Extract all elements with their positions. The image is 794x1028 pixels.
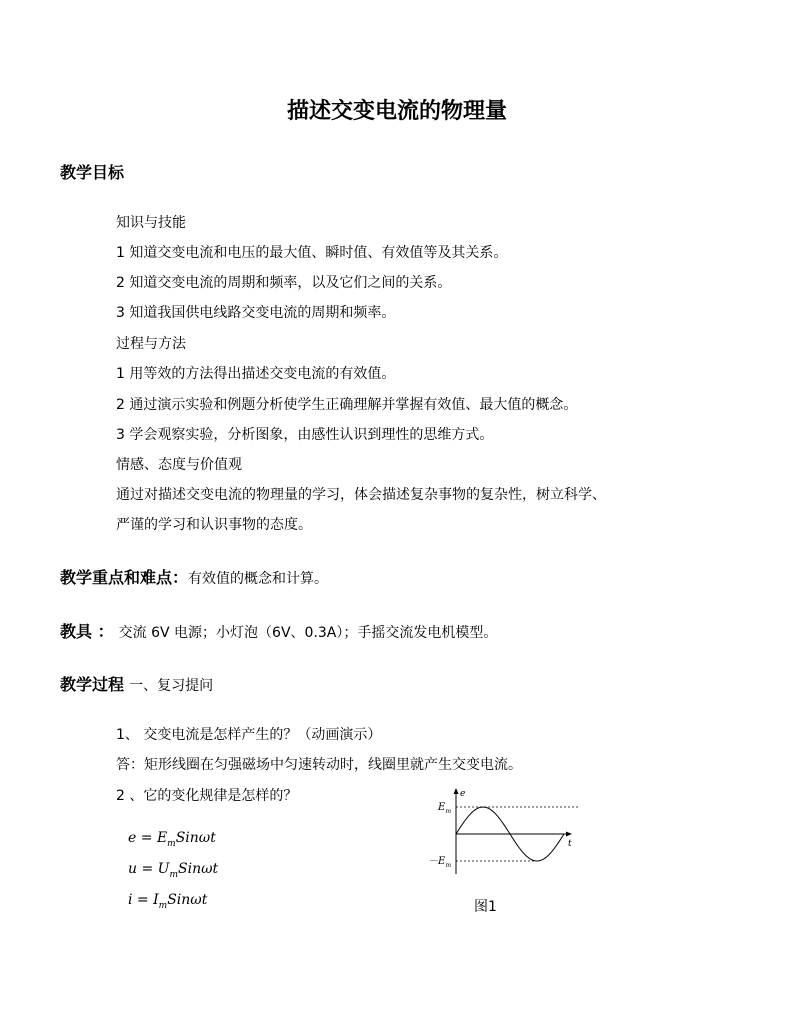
process-section (60, 672, 213, 695)
x-axis-arrow (566, 832, 572, 837)
sine-wave-figure (418, 786, 578, 876)
knowledge-item: 1 知道交变电流和电压的最大值、瞬时值、有效值等及其关系。 (116, 245, 508, 261)
knowledge-item: 3 知道我国供电线路交变电流的周期和频率。 (116, 305, 396, 321)
process-section-label: 教学过程 (60, 675, 125, 694)
key-points-label: 教学重点和难点： (60, 568, 189, 587)
process-label: 过程与方法 (116, 336, 186, 352)
goals-heading: 教学目标 (60, 163, 125, 182)
y-axis-label: e (460, 789, 466, 799)
question-1: 1、 交变电流是怎样产生的？（动画演示） (116, 727, 382, 743)
attitude-line: 严谨的学习和认识事物的态度。 (116, 517, 312, 533)
knowledge-label: 知识与技能 (116, 215, 186, 231)
x-axis-label: t (568, 839, 572, 849)
y-axis-arrow (454, 788, 459, 794)
answer-1: 答：矩形线圈在匀强磁场中匀速转动时，线圈里就产生交变电流。 (116, 757, 522, 773)
knowledge-item: 2 知道交变电流的周期和频率，以及它们之间的关系。 (116, 275, 452, 291)
attitude-line: 通过对描述交变电流的物理量的学习，体会描述复杂事物的复杂性，树立科学、 (116, 487, 606, 503)
figure-caption: 图1 (474, 899, 497, 915)
key-points (60, 565, 328, 588)
formula-e: $e = E_mSin\omega t$ (128, 830, 216, 849)
formula-u: $u = U_mSin\omega t$ (128, 861, 219, 880)
question-2: 2 、它的变化规律是怎样的？ (116, 788, 298, 804)
tools (60, 619, 497, 642)
process-item: 3 学会观察实验，分析图象，由感性认识到理性的思维方式。 (116, 427, 494, 443)
max-label: $E_m$ (438, 802, 452, 815)
key-points-text: 有效值的概念和计算。 (188, 571, 329, 587)
tools-label: 教具 ： (60, 622, 114, 641)
process-section-subtitle: 一、复习提问 (129, 678, 214, 694)
page-title: 描述交变电流的物理量 (286, 98, 507, 124)
min-label: $-E_m$ (428, 856, 452, 869)
process-item: 2 通过演示实验和例题分析使学生正确理解并掌握有效值、最大值的概念。 (116, 397, 578, 413)
formula-i: $i = I_mSin\omega t$ (128, 892, 208, 911)
process-item: 1 用等效的方法得出描述交变电流的有效值。 (116, 366, 396, 382)
attitude-label: 情感、态度与价值观 (116, 457, 242, 473)
tools-text: 交流 6V 电源；小灯泡（6V、0.3A）；手摇交流发电机模型。 (118, 625, 498, 641)
